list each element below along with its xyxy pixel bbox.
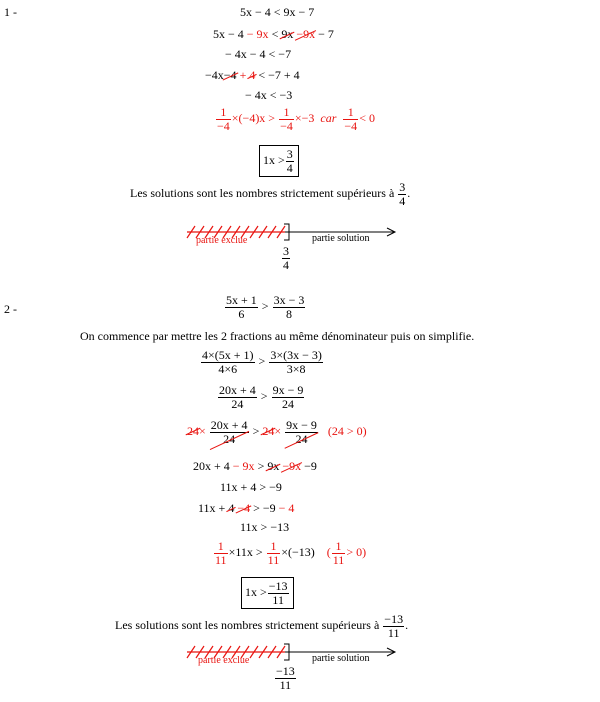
ex2-sentence: On commence par mettre les 2 fractions au même dénominateur puis on simplifie. xyxy=(80,329,475,343)
ex2-step-5: 11x + 4 > −9 xyxy=(220,480,282,494)
exercise-1-number: 1 - xyxy=(4,5,17,19)
ex2-step-7: 11x > −13 xyxy=(240,520,290,534)
ex2-inequality: $\frac{5x + 1}{6}$ > $\frac{3x - 3}{8}$ xyxy=(226,293,305,321)
ex2-step-3: 24× $\frac{20x + 4}{24}$ > 24× $\frac{9x - 9}{24}$ (24 > 0) xyxy=(187,418,367,446)
ex2-excluded-label: partie exclue xyxy=(198,655,250,666)
ex1-result-box: 1x > $\frac{3}{4}$ xyxy=(259,145,299,177)
ex1-line-2: 5x − 4 − 9x < 9x −9x − 7 xyxy=(213,27,334,41)
ex2-step-6: 11x + 4 −4 > −9 − 4 xyxy=(198,501,295,515)
ex1-line-6: $\frac{1}{-4}$ ×(−4)x > $\frac{1}{-4}$ ×−3 car $\frac{1}{-4}$ < 0 xyxy=(217,105,375,133)
ex1-line-1: 5x − 4 < 9x − 7 xyxy=(240,5,315,19)
ex1-conclusion: Les solutions sont les nombres strictement supérieurs à $\frac{3}{4}$ . xyxy=(130,180,411,208)
ex1-line-4: −4x−4 + 4 < −7 + 4 xyxy=(205,68,300,82)
ex2-result-box: 1x > $\frac{-13}{11}$ xyxy=(241,577,294,609)
ex2-conclusion: Les solutions sont les nombres strictement supérieurs à $\frac{-13}{11}$ . xyxy=(115,612,409,640)
ex2-step-2: $\frac{20x + 4}{24}$ > $\frac{9x - 9}{24}$ xyxy=(219,383,304,411)
ex2-step-4: 20x + 4 − 9x > 9x −9x −9 xyxy=(193,459,317,473)
exercise-2-number: 2 - xyxy=(4,302,17,316)
ex2-solution-label: partie solution xyxy=(312,653,370,664)
ex1-solution-label: partie solution xyxy=(312,233,370,244)
ex1-excluded-label: partie exclue xyxy=(196,235,248,246)
ex1-line-5: − 4x < −3 xyxy=(245,88,293,102)
ex2-axis-value: $\frac{-13}{11}$ xyxy=(276,664,295,692)
ex1-axis-value: $\frac{3}{4}$ xyxy=(283,244,289,272)
ex2-step-1: $\frac{4\times(5x + 1)}{4\times 6}$ > $\frac{3\times(3x - 3)}{3\times 8}$ xyxy=(202,348,322,376)
ex1-line-3: − 4x − 4 < −7 xyxy=(225,47,292,61)
ex2-step-8: $\frac{1}{11}$ ×11x > $\frac{1}{11}$ ×(−13) ( $\frac{1}{11}$ > 0) xyxy=(215,539,367,567)
